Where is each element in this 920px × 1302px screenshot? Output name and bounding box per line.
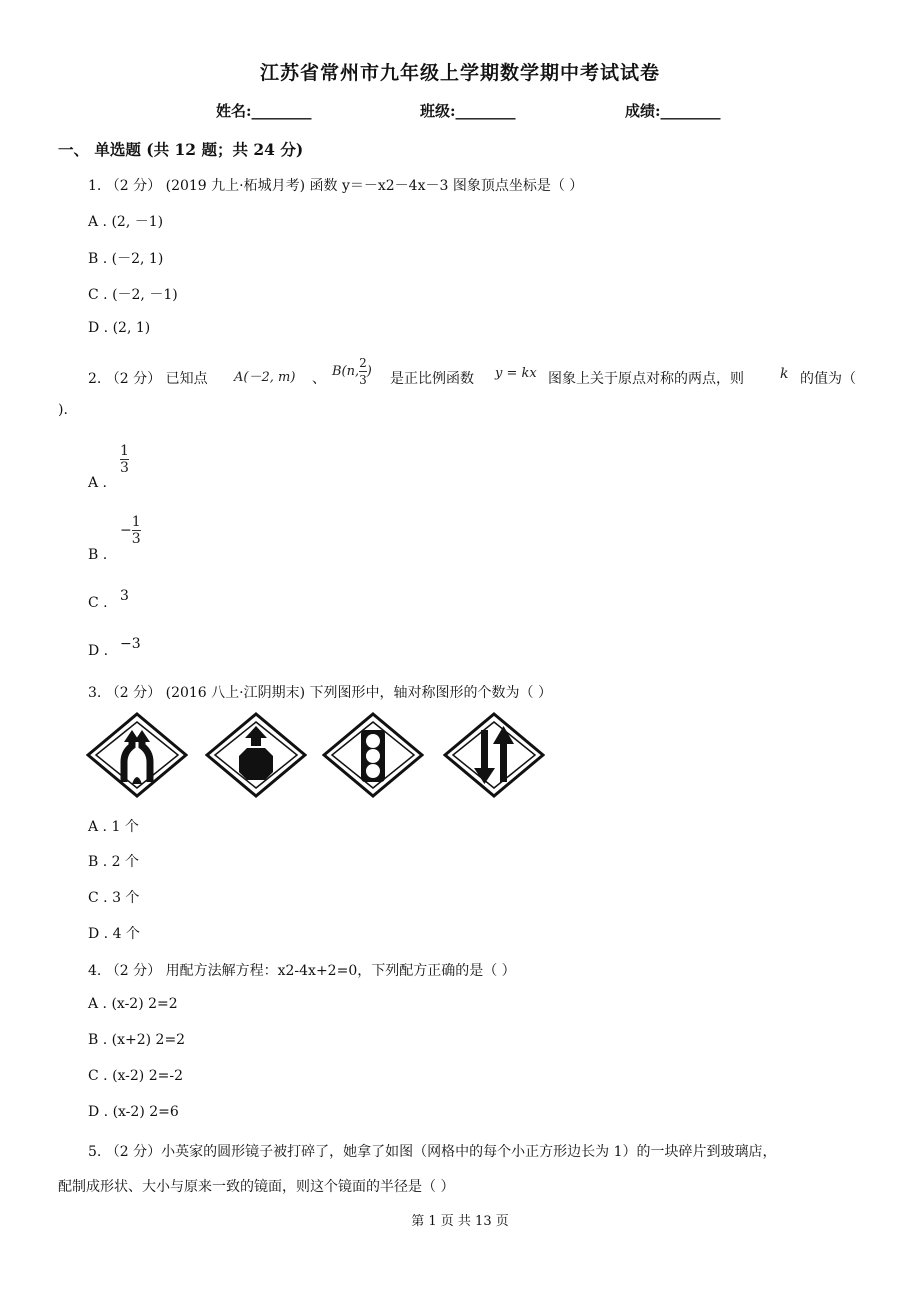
question-3-option-b: B . 2 个: [88, 854, 139, 870]
question-2-separator: 、: [312, 371, 326, 387]
question-2-k: k: [780, 366, 789, 382]
sign-stop-ahead-icon: [205, 712, 307, 798]
question-2-option-a-label: A .: [88, 475, 108, 491]
question-4-option-c: C . (x-2) 2=-2: [88, 1068, 183, 1084]
question-2-option-c-value: 3: [120, 588, 129, 604]
question-4-stem: 4. （2 分） 用配方法解方程：x2-4x+2=0，下列配方正确的是（ ）: [88, 963, 516, 979]
page-number: 第 1 页 共 13 页: [411, 1214, 509, 1229]
fraction-denominator: 3: [131, 531, 141, 547]
question-2-stem-part1: 2. （2 分） 已知点: [88, 371, 208, 387]
question-1-option-c: C . (－2, －1): [88, 287, 178, 303]
question-3-stem: 3. （2 分） (2016 八上·江阴期末) 下列图形中，轴对称图形的个数为（ ）: [88, 685, 552, 701]
question-3-option-d: D . 4 个: [88, 926, 140, 942]
option-b-minus: −: [120, 522, 132, 539]
question-2-stem-part3: 图象上关于原点对称的两点，则: [548, 371, 744, 387]
question-1-option-b: B . (－2, 1): [88, 251, 164, 267]
question-4-option-d: D . (x-2) 2=6: [88, 1104, 179, 1120]
option-a-fraction: [120, 444, 129, 475]
question-5-stem-line1: 5. （2 分）小英家的圆形镜子被打碎了，她拿了如图（网格中的每个小正方形边长为 1）的一块碎片到玻璃店，: [88, 1144, 777, 1160]
question-3-option-c: C . 3 个: [88, 890, 140, 906]
class-field-label: 班级:________: [420, 102, 516, 120]
question-4-option-b: B . (x+2) 2=2: [88, 1032, 186, 1048]
fraction-numerator: 1: [131, 514, 141, 530]
question-2-option-b-value: [120, 515, 141, 546]
question-2-stem-part2: 是正比例函数: [390, 371, 474, 387]
question-4-option-a: A . (x-2) 2=2: [88, 996, 178, 1012]
question-2-option-d-label: D .: [88, 643, 109, 659]
sign-traffic-light-icon: [322, 712, 424, 798]
name-field-label: 姓名:________: [216, 102, 312, 120]
question-1-option-d: D . (2, 1): [88, 320, 151, 336]
fraction-numerator: 2: [359, 356, 367, 370]
page-title: 江苏省常州市九年级上学期数学期中考试试卷: [259, 62, 660, 84]
point-b-fraction: [359, 356, 367, 387]
fraction-denominator: 3: [359, 373, 367, 387]
question-1-option-a: A . (2, －1): [88, 214, 164, 230]
question-2-option-b-label: B .: [88, 547, 108, 563]
question-1-stem: 1. （2 分） (2019 九上·柘城月考) 函数 y＝－x2－4x－3 图象顶点坐标是（ ）: [88, 178, 584, 194]
score-field-label: 成绩:________: [625, 102, 721, 120]
question-3-option-a: A . 1 个: [88, 819, 139, 835]
sign-two-way-traffic-icon: [443, 712, 545, 798]
question-5-stem-line2: 配制成形状、大小与原来一致的镜面，则这个镜面的半径是（ ）: [58, 1179, 455, 1195]
question-2-stem-part4: 的值为（: [800, 371, 856, 387]
question-2-option-a-value: [120, 444, 129, 475]
question-2-option-d-value: −3: [120, 636, 141, 652]
question-2-option-c-label: C .: [88, 595, 108, 611]
point-b-suffix: ): [366, 364, 372, 379]
option-b-fraction: [132, 515, 141, 546]
fraction-denominator: 3: [120, 460, 129, 476]
question-2-point-a: A(－2, m): [234, 370, 296, 385]
question-2-function: y = kx: [495, 366, 537, 381]
section-heading: 一、 单选题 (共 12 题；共 24 分): [58, 140, 304, 159]
question-2-stem-part5: ).: [58, 402, 68, 418]
point-b-prefix: B(n,: [332, 364, 360, 379]
sign-merge-icon: [86, 712, 188, 798]
question-2-point-b: [332, 356, 372, 387]
fraction-numerator: 1: [120, 443, 129, 459]
